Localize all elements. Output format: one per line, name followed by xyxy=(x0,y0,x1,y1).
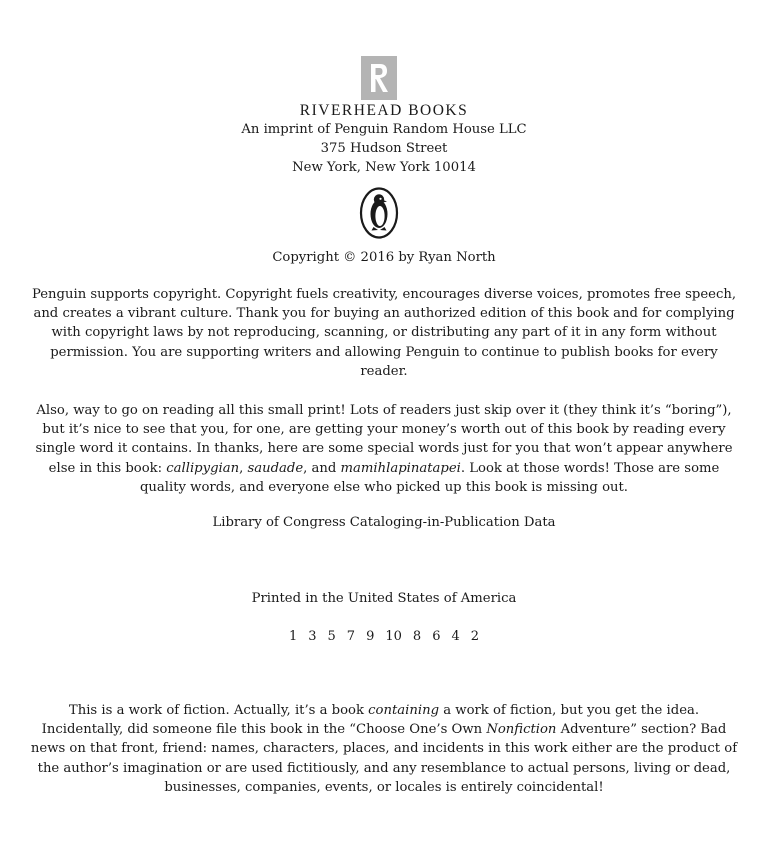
printer-key-number: 3 xyxy=(308,629,317,644)
paragraph-line xyxy=(10,720,758,739)
printer-key xyxy=(0,629,768,644)
paragraph-line: quality words, and everyone else who picked up this book is missing out. xyxy=(139,479,628,495)
printer-key-number: 8 xyxy=(412,629,422,644)
text-segment: a work of fiction, but you get the idea. xyxy=(439,703,700,718)
copyright-notice-paragraph xyxy=(10,285,758,381)
text-segment: This is a work of fiction. Actually, it’s a book xyxy=(68,703,369,718)
publisher-name: RIVERHEAD BOOKS xyxy=(299,102,469,119)
printer-key-number: 5 xyxy=(327,629,336,644)
text-segment: else in this book: xyxy=(48,460,167,476)
paragraph-line: businesses, companies, events, or locales is entirely coincidental! xyxy=(164,779,604,795)
paragraph-line xyxy=(10,701,758,720)
riverhead-r-icon xyxy=(367,61,391,95)
special-word: saudade xyxy=(247,460,304,476)
copyright-line: Copyright © 2016 by Ryan North xyxy=(272,250,496,265)
printed-in-line: Printed in the United States of America xyxy=(251,591,517,606)
paragraph-line: Penguin supports copyright. Copyright fuels creativity, encourages diverse voices, promotes free speech, xyxy=(31,287,737,302)
text-segment: Adventure” section? Bad xyxy=(556,722,727,738)
cataloging-data-line: Library of Congress Cataloging-in-Publication Data xyxy=(212,515,556,530)
text-segment: , xyxy=(239,460,248,476)
paragraph-line: reader. xyxy=(360,363,408,379)
special-word: mamihlapinatapei xyxy=(340,460,461,476)
emphasis-word: Nonfiction xyxy=(486,722,557,738)
imprint-line: An imprint of Penguin Random House LLC xyxy=(241,122,527,137)
paragraph-line: and creates a vibrant culture. Thank you for buying an authorized edition of this book and for complying xyxy=(33,306,735,322)
riverhead-logo xyxy=(361,56,397,100)
small-print-paragraph xyxy=(10,401,758,497)
paragraph-line: but it’s nice to see that you, for one, are getting your money’s worth out of this book by reading every xyxy=(42,422,726,438)
printer-key-number: 4 xyxy=(451,629,460,644)
paragraph-line: permission. You are supporting writers and allowing Penguin to continue to publish books for every xyxy=(50,344,718,360)
penguin-logo-icon xyxy=(359,187,399,239)
publisher-city: New York, New York 10014 xyxy=(292,160,476,175)
paragraph-line: the author’s imagination or are used fictitiously, and any resemblance to actual persons, living or dead, xyxy=(37,760,731,776)
paragraph-line: Also, way to go on reading all this small print! Lots of readers just skip over it (they think it’s “boring”), xyxy=(36,403,732,418)
printer-key-number: 2 xyxy=(470,629,480,644)
paragraph-line xyxy=(10,459,758,478)
printer-key-number: 6 xyxy=(432,629,441,644)
publisher-street: 375 Hudson Street xyxy=(320,141,448,156)
emphasis-word: containing xyxy=(368,703,440,718)
text-segment: Incidentally, did someone file this book in the “Choose One’s Own xyxy=(41,722,487,738)
paragraph-line: with copyright laws by not reproducing, scanning, or distributing any part of it in any form without xyxy=(51,325,717,341)
printer-key-number: 9 xyxy=(366,629,375,644)
printer-key-number: 1 xyxy=(288,629,298,644)
fiction-disclaimer-paragraph xyxy=(10,701,758,797)
paragraph-line: news on that front, friend: names, characters, places, and incidents in this work either are the product of xyxy=(30,741,738,757)
special-word: callipygian xyxy=(166,460,240,476)
printer-key-number: 7 xyxy=(346,629,356,644)
paragraph-line: single word it contains. In thanks, here are some special words just for you that won’t appear anywhere xyxy=(35,441,733,457)
printer-key-number: 10 xyxy=(385,629,402,644)
text-segment: , and xyxy=(303,460,341,476)
text-segment: . Look at those words! Those are some xyxy=(460,460,720,476)
